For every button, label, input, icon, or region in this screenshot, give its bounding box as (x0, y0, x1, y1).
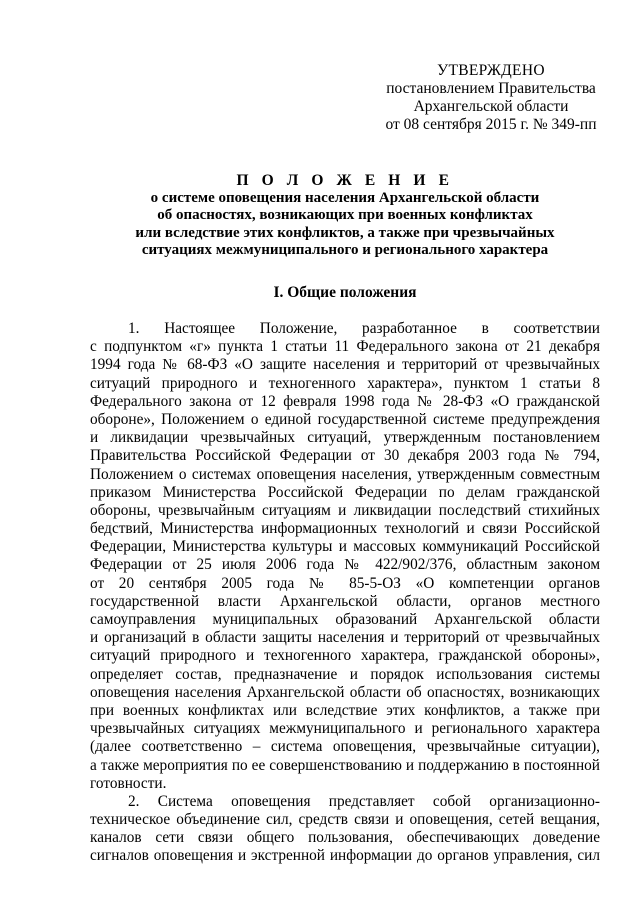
text-line: обороны, чрезвычайным ситуациям и ликвидации последствий стихийных (90, 501, 600, 519)
text-line: и организаций в области защиты населения и территорий от чрезвычайных (90, 629, 600, 647)
document-subtitle-line: ситуациях межмуниципального и регионального характера (141, 242, 549, 258)
paragraph-2 (90, 793, 600, 866)
document-subtitle-line: об опасностях, возникающих при военных конфликтах (157, 207, 533, 223)
text-line: самоуправления муниципальных образований Архангельской области (90, 611, 600, 628)
text-line: готовности. (90, 774, 167, 792)
text-line: оповещения населения Архангельской области об опасностях, возникающих (90, 683, 600, 701)
document-subtitle-line: или вследствие этих конфликтов, а также при чрезвычайных (135, 224, 555, 241)
text-line: сигналов оповещения и экстренной информации до органов управления, сил (90, 847, 600, 865)
approval-line: постановлением Правительства (386, 80, 596, 97)
text-line: ситуаций природного и техногенного характера, гражданской обороны», (90, 647, 600, 665)
approval-stamp (380, 62, 602, 134)
document-heading (90, 172, 600, 260)
text-line: ситуаций природного и техногенного характера», пунктом 1 статьи 8 (90, 374, 600, 392)
text-line: с подпунктом «г» пункта 1 статьи 11 Федерального закона от 21 декабря (90, 338, 600, 356)
text-line: а также мероприятия по ее совершенствованию и поддержанию в постоянной (90, 756, 600, 774)
text-line: Федерации от 25 июля 2006 года № 422/902/376, областным законом (90, 556, 600, 574)
document-body (90, 320, 600, 866)
text-line: 1994 года № 68-ФЗ «О защите населения и территорий от чрезвычайных (90, 356, 600, 374)
text-line: от 20 сентября 2005 года № 85-5-ОЗ «О компетенции органов (90, 574, 600, 592)
text-line: государственной власти Архангельской области, органов местного (90, 592, 600, 610)
text-line: при военных конфликтах или вследствие этих конфликтов, а также при (90, 701, 600, 719)
approval-line: Архангельской области (413, 98, 569, 115)
text-line: 1. Настоящее Положение, разработанное в соответствии (128, 320, 600, 337)
text-line: Положением о системах оповещения населения, утвержденным совместным (90, 465, 600, 483)
text-line: (далее соответственно – система оповещения, чрезвычайные ситуации), (90, 738, 600, 756)
text-line: Правительства Российской Федерации от 30 декабря 2003 года № 794, (90, 447, 600, 465)
text-line: бедствий, Министерства информационных технологий и связи Российской (90, 520, 600, 538)
text-line: чрезвычайных ситуациях межмуниципального и регионального характера (90, 720, 600, 738)
text-line: Федерального закона от 12 февраля 1998 года № 28-ФЗ «О гражданской (90, 392, 600, 410)
text-line: 2. Система оповещения представляет собой организационно- (128, 792, 600, 810)
text-line: каналов сети связи общего пользования, обеспечивающих доведение (90, 829, 600, 847)
text-line: Федерации, Министерства культуры и массовых коммуникаций Российской (90, 538, 600, 556)
text-line: обороне», Положением о единой государственной системе предупреждения (90, 410, 600, 428)
text-line: техническое объединение сил, средств связи и оповещения, сетей вещания, (90, 811, 600, 829)
document-title: П О Л О Ж Е Н И Е (236, 172, 454, 189)
approval-date: от 08 сентября 2015 г. № 349-пп (385, 116, 597, 133)
approval-title: УТВЕРЖДЕНО (437, 62, 545, 79)
paragraph-1 (90, 320, 600, 793)
document-subtitle-line: о системе оповещения населения Архангельской области (150, 189, 540, 206)
text-line: приказом Министерства Российской Федерации по делам гражданской (90, 483, 600, 501)
section-title: I. Общие положения (273, 284, 417, 301)
text-line: и ликвидации чрезвычайных ситуаций, утвержденным постановлением (90, 429, 600, 447)
text-line: определяет состав, предназначение и порядок использования системы (90, 665, 600, 683)
